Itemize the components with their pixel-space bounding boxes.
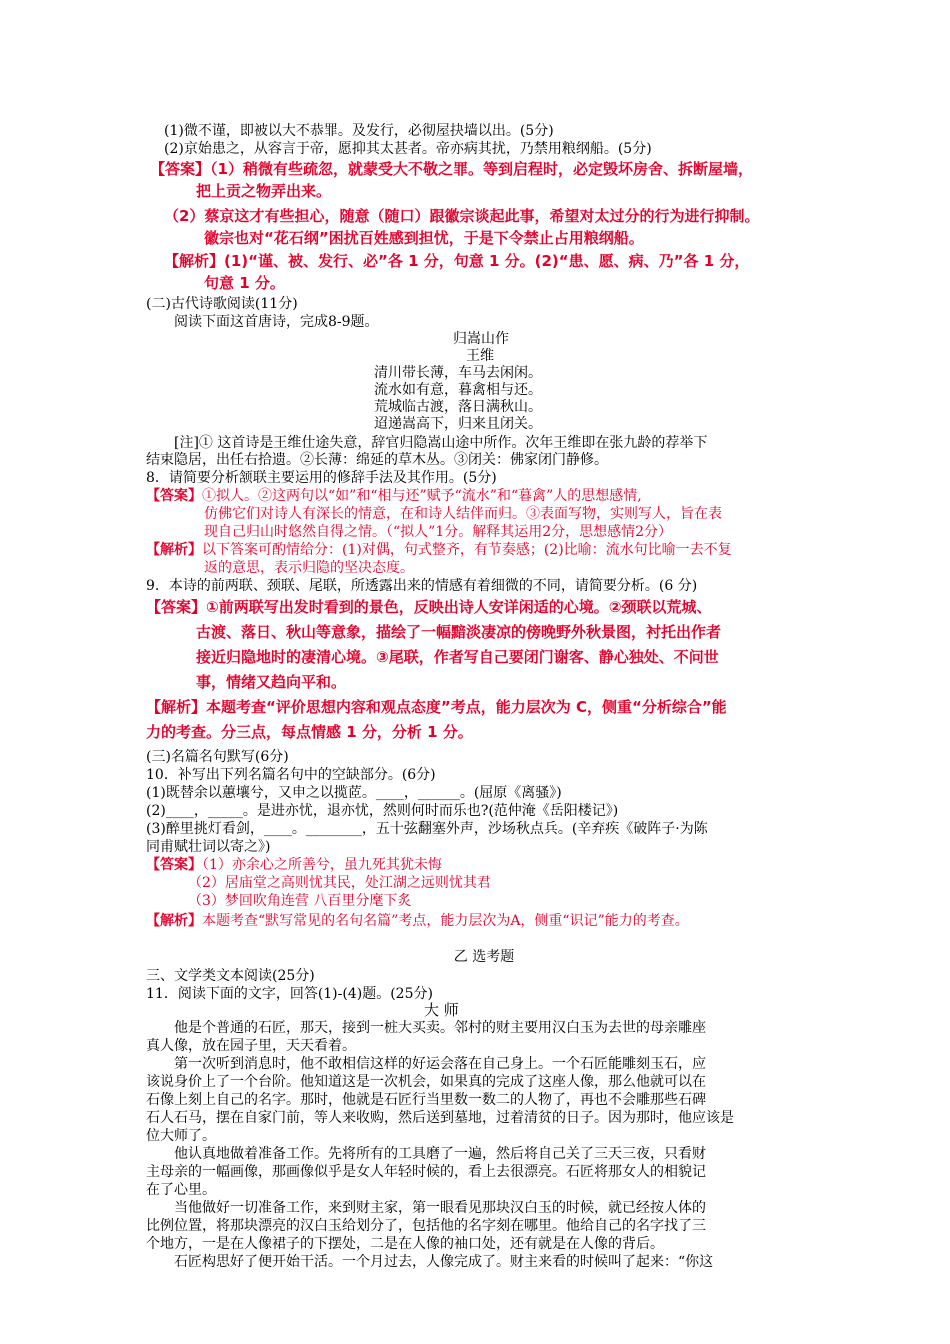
explanation-text: 以下答案可酌情给分：(1)对偶，句式整齐，有节奏感；(2)比喻：流水句比喻一去不复 bbox=[202, 542, 732, 558]
explanation-text: 句意 1 分。 bbox=[204, 274, 285, 292]
answer-text: 古渡、落日、秋山等意象，描绘了一幅黯淡凄凉的傍晚野外秋景图，衬托出作者 bbox=[196, 623, 722, 641]
paragraph-text: 比例位置，将那块漂亮的汉白玉给划分了，包括他的名字刻在哪里。他给自己的名字找了三 bbox=[146, 1218, 706, 1234]
explanation-line bbox=[146, 913, 689, 930]
fill-blank-line: (3)醉里挑灯看剑，____。________，五十弦翻塞外声，沙场秋点兵。(辛弃疾《破阵子·为陈 bbox=[146, 821, 708, 837]
part-title: 乙 选考题 bbox=[453, 949, 515, 965]
answer-tag: 【答案】 bbox=[146, 488, 202, 504]
fill-blank-line: (1)既替余以蕙壤兮，又申之以揽茝。____，______。(屈原《离骚》) bbox=[146, 785, 562, 801]
answer-text: （3）梦回吹角连营 八百里分麾下炙 bbox=[188, 893, 412, 909]
answer-tag: 【答案】 bbox=[146, 857, 202, 873]
question-9: 9．本诗的前两联、颈联、尾联，所透露出来的情感有着细微的不同，请简要分析。(6 分) bbox=[146, 578, 698, 594]
paragraph-text: 石像上刻上自己的名字。那时，他就是石匠行当里数一数二的人物了，再也不会雕那些石碑 bbox=[146, 1092, 706, 1108]
section-heading: (三)名篇名句默写(6分) bbox=[146, 749, 289, 765]
answer-text: 接近归隐地时的凄清心境。③尾联，作者写自己要闭门谢客、静心独处、不问世 bbox=[196, 648, 719, 666]
answer-line bbox=[146, 857, 442, 874]
answer-line bbox=[146, 597, 711, 617]
explanation-text: 本题考查“默写常见的名句名篇”考点，能力层次为A，侧重“识记”能力的考查。 bbox=[202, 913, 689, 929]
answer-text: 仿佛它们对诗人有深长的情意，在和诗人结伴而归。③表面写物，实则写人，旨在表 bbox=[204, 506, 722, 522]
answer-text: ①拟人。②这两句以“如”和“相与还”赋予“流水”和“暮禽”人的思想感情, bbox=[202, 488, 642, 504]
paragraph-text: 真人像，放在园子里，天天看着。 bbox=[146, 1038, 356, 1054]
question-2: (2)京始患之，从容言于帝，愿抑其太甚者。帝亦病其扰，乃禁用粮纲船。(5分) bbox=[164, 141, 652, 157]
fill-blank-line: (2)____，_____。是进亦忧，退亦忧，然则何时而乐也?(范仲淹《岳阳楼记》) bbox=[146, 803, 619, 819]
paragraph-text: 他是个普通的石匠，那天，接到一桩大买卖。邻村的财主要用汉白玉为去世的母亲雕座 bbox=[174, 1020, 706, 1036]
answer-text: （2）蔡京这才有些担心，随意（随口）跟徽宗谈起此事，希望对太过分的行为进行抑制。 bbox=[164, 207, 760, 225]
answer-line bbox=[146, 488, 642, 505]
answer-text: 把上贡之物弄出来。 bbox=[196, 182, 332, 200]
explanation-text: 力的考查。分三点，每点情感 1 分，分析 1 分。 bbox=[146, 723, 473, 741]
explanation-line bbox=[146, 542, 732, 559]
explanation-tag: 【解析】 bbox=[146, 913, 202, 929]
answer-tag: 【答案】 bbox=[146, 598, 207, 616]
paragraph-text: 石人石马，摆在自家门前，等人来收购，然后送到墓地，过着清贫的日子。因为那时，他应该是 bbox=[146, 1110, 734, 1126]
poem-line: 荒城临古渡，落日满秋山。 bbox=[374, 399, 542, 415]
poem-author: 王维 bbox=[466, 348, 494, 364]
question-8: 8．请简要分析颔联主要运用的修辞手法及其作用。(5分) bbox=[146, 470, 497, 486]
question-1: (1)微不谨，即被以大不恭罪。及发行，必彻屋抉墙以出。(5分) bbox=[164, 123, 554, 139]
paragraph-text: 石匠构思好了便开始干活。一个月过去，人像完成了。财主来看的时候叫了起来：“你这 bbox=[174, 1254, 714, 1270]
explanation-text: (1)“谨、被、发行、必”各 1 分，句意 1 分。(2)“患、愿、病、乃”各 1 分， bbox=[224, 252, 750, 270]
section-heading: (二)古代诗歌阅读(11分) bbox=[146, 296, 298, 312]
paragraph-text: 在了心里。 bbox=[146, 1182, 216, 1198]
paragraph-text: 该说身价上了一个台阶。他知道这是一次机会，如果真的完成了这座人像，那么他就可以在 bbox=[146, 1074, 706, 1090]
answer-tag: 【答案】 bbox=[150, 160, 211, 178]
fill-blank-line: 同甫赋壮词以寄之》) bbox=[146, 839, 271, 855]
paragraph-text: 个地方，一是在人像裙子的下摆处，二是在人像的袖口处，还有就是在人像的背后。 bbox=[146, 1236, 664, 1252]
paragraph-text: 主母亲的一幅画像，那画像似乎是女人年轻时候的，看上去很漂亮。石匠将那女人的相貌记 bbox=[146, 1164, 706, 1180]
note-text: [注]① 这首诗是王维仕途失意，辞官归隐嵩山途中所作。次年王维即在张九龄的荐举下 bbox=[174, 435, 708, 451]
answer-text: ①前两联写出发时看到的景色，反映出诗人安详闲适的心境。②颈联以荒城、 bbox=[206, 598, 712, 616]
explanation-text: 本题考查“评价思想内容和观点态度”考点，能力层次为 C，侧重“分析综合”能 bbox=[206, 698, 727, 716]
note-text: 结束隐居，出任右拾遗。②长薄：绵延的草木丛。③闭关：佛家闭门静修。 bbox=[146, 452, 608, 468]
answer-text: 徽宗也对“花石纲”困扰百姓感到担忧，于是下令禁止占用粮纲船。 bbox=[204, 229, 644, 247]
answer-line bbox=[150, 159, 753, 179]
question-10: 10．补写出下列名篇名句中的空缺部分。(6分) bbox=[146, 767, 436, 783]
answer-text: （1）亦余心之所善兮，虽九死其犹未悔 bbox=[202, 857, 442, 873]
poem-line: 流水如有意，暮禽相与还。 bbox=[374, 382, 542, 398]
paragraph-text: 位大师了。 bbox=[146, 1128, 216, 1144]
question-11: 11．阅读下面的文字，回答(1)-(4)题。(25分) bbox=[146, 986, 433, 1002]
paragraph-text: 他认真地做着准备工作。先将所有的工具磨了一遍，然后将自己关了三天三夜，只看财 bbox=[174, 1146, 706, 1162]
section-heading: 三、文学类文本阅读(25分) bbox=[146, 968, 315, 984]
paragraph-text: 第一次听到消息时，他不敢相信这样的好运会落在自己身上。一个石匠能雕刻玉石，应 bbox=[174, 1056, 706, 1072]
explanation-tag: 【解析】 bbox=[146, 698, 207, 716]
answer-text: （2）居庙堂之高则忧其民，处江湖之远则忧其君 bbox=[188, 875, 491, 891]
paragraph-text: 当他做好一切准备工作，来到财主家，第一眼看见那块汉白玉的时候，就已经按人体的 bbox=[174, 1200, 706, 1216]
explanation-tag: 【解析】 bbox=[164, 252, 225, 270]
poem-title: 归嵩山作 bbox=[453, 331, 509, 347]
poem-line: 迢递嵩高下，归来且闭关。 bbox=[374, 416, 542, 432]
intro-text: 阅读下面这首唐诗，完成8-9题。 bbox=[174, 314, 379, 330]
answer-text: 现自己归山时悠然自得之情。（“拟人”1分。解释其运用2分，思想感情2分） bbox=[204, 524, 673, 540]
story-title: 大 师 bbox=[424, 1001, 459, 1019]
explanation-line bbox=[146, 697, 727, 717]
explanation-tag: 【解析】 bbox=[146, 542, 202, 558]
answer-text: 事，情绪又趋向平和。 bbox=[196, 673, 347, 691]
explanation-text: 返的意思，表示归隐的坚决态度。 bbox=[204, 560, 414, 576]
answer-text: （1）稍微有些疏忽，就蒙受大不敬之罪。等到启程时，必定毁坏房舍、拆断屋墙， bbox=[210, 160, 753, 178]
poem-line: 清川带长薄，车马去闲闲。 bbox=[374, 365, 542, 381]
explanation-line bbox=[164, 251, 749, 271]
